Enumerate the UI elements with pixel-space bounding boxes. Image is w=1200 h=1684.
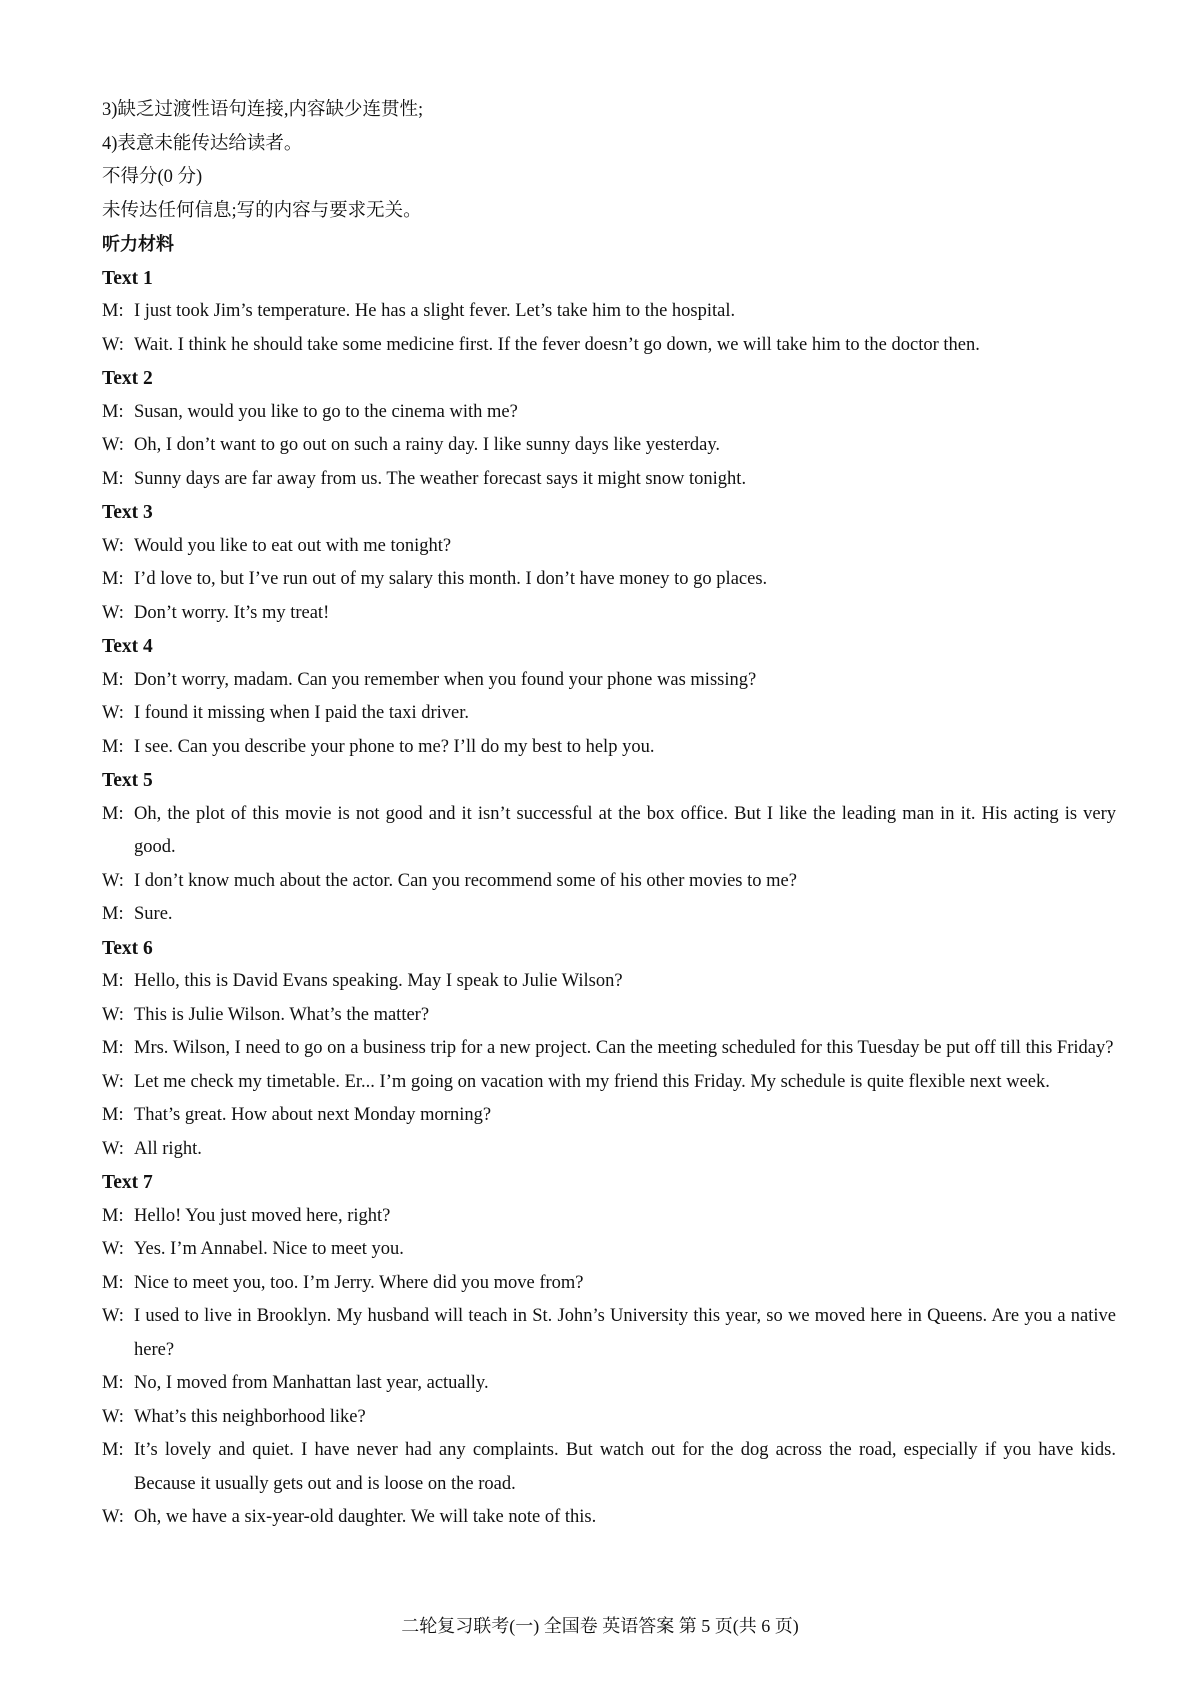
listening-text-block — [102, 496, 1116, 630]
utterance-text: What’s this neighborhood like? — [134, 1406, 366, 1427]
text-title: Text 4 — [102, 636, 153, 657]
dialogue-turn — [102, 463, 1116, 497]
speaker-label: M: — [102, 803, 124, 824]
utterance-text: I used to live in Brooklyn. My husband will teach in St. John’s University this year, so we moved here in Queens. Are you a native here? — [134, 1306, 1116, 1360]
dialogue-turn — [102, 597, 1116, 631]
speaker-label: M: — [102, 971, 124, 991]
page-content — [102, 94, 1116, 1535]
utterance-text: I see. Can you describe your phone to me? I’ll do my best to help you. — [134, 736, 655, 757]
utterance-text: Nice to meet you, too. I’m Jerry. Where did you move from? — [134, 1272, 584, 1293]
listening-text-block — [102, 362, 1116, 496]
page-footer: 二轮复习联考(一) 全国卷 英语答案 第 5 页(共 6 页) — [401, 1616, 799, 1636]
text-title: Text 5 — [102, 770, 153, 791]
text-title: Text 1 — [102, 267, 153, 289]
speaker-label: W: — [102, 1071, 124, 1092]
dialogue-turn — [102, 1032, 1116, 1066]
text-title: Text 2 — [102, 368, 153, 389]
utterance-text: Don’t worry, madam. Can you remember when you found your phone was missing? — [134, 669, 757, 690]
speaker-label: W: — [102, 1507, 124, 1527]
dialogue-turn — [102, 731, 1116, 765]
utterance-text: Oh, the plot of this movie is not good and it isn’t successful at the box office. But I like the leading man in it. His acting is very good. — [134, 803, 1116, 857]
speaker-label: W: — [102, 602, 124, 623]
speaker-label: M: — [102, 904, 124, 924]
utterance-text: I just took Jim’s temperature. He has a slight fever. Let’s take him to the hospital. — [134, 301, 736, 321]
dialogue-turn — [102, 329, 1116, 363]
speaker-label: W: — [102, 703, 124, 723]
speaker-label: M: — [102, 1205, 124, 1226]
utterance-text: Would you like to eat out with me tonight? — [134, 535, 452, 556]
dialogue-turn — [102, 1367, 1116, 1401]
dialogue-turn — [102, 898, 1116, 932]
utterance-text: Sunny days are far away from us. The weather forecast says it might snow tonight. — [134, 468, 747, 489]
dialogue-turn — [102, 1233, 1116, 1267]
dialogue-turn — [102, 1267, 1116, 1301]
dialogue-turn — [102, 697, 1116, 731]
utterance-text: I don’t know much about the actor. Can you recommend some of his other movies to me? — [134, 870, 797, 891]
speaker-label: M: — [102, 736, 124, 757]
speaker-label: M: — [102, 1272, 124, 1293]
speaker-label: M: — [102, 1105, 124, 1125]
speaker-label: M: — [102, 669, 124, 690]
dialogue-turn — [102, 1200, 1116, 1234]
utterance-text: Mrs. Wilson, I need to go on a business trip for a new project. Can the meeting scheduled for this Tuesday be put off till this Friday? — [134, 1038, 1114, 1058]
utterance-text: It’s lovely and quiet. I have never had any complaints. But watch out for the dog across the road, especially if you have kids. Because it usually gets out and is loose on the road. — [134, 1440, 1116, 1494]
speaker-label: W: — [102, 1239, 124, 1259]
dialogue-turn — [102, 1066, 1116, 1100]
utterance-text: I’d love to, but I’ve run out of my salary this month. I don’t have money to go places. — [134, 569, 768, 589]
listening-text-block — [102, 764, 1116, 932]
listening-text-block — [102, 630, 1116, 764]
speaker-label: W: — [102, 870, 124, 891]
dialogue-turn — [102, 295, 1116, 329]
utterance-text: All right. — [134, 1138, 202, 1159]
listening-text-block — [102, 932, 1116, 1167]
text-title: Text 3 — [102, 502, 153, 523]
dialogue-turn — [102, 429, 1116, 463]
speaker-label: M: — [102, 301, 124, 321]
dialogue-turn — [102, 1099, 1116, 1133]
utterance-text: This is Julie Wilson. What’s the matter? — [134, 1004, 430, 1025]
dialogue-turn — [102, 1401, 1116, 1435]
section-heading: 听力材料 — [102, 234, 174, 255]
dialogue-turn — [102, 965, 1116, 999]
dialogue-turn — [102, 530, 1116, 564]
scoring-notes — [102, 94, 1116, 228]
utterance-text: Hello! You just moved here, right? — [134, 1205, 391, 1226]
utterance-text: Wait. I think he should take some medicine first. If the fever doesn’t go down, we will take him to the doctor then. — [134, 334, 980, 355]
text-title: Text 7 — [102, 1172, 153, 1193]
speaker-label: W: — [102, 334, 124, 355]
utterance-text: Hello, this is David Evans speaking. May I speak to Julie Wilson? — [134, 971, 623, 991]
speaker-label: W: — [102, 1306, 124, 1326]
utterance-text: That’s great. How about next Monday morning? — [134, 1105, 492, 1125]
speaker-label: M: — [102, 1440, 124, 1460]
dialogue-turn — [102, 999, 1116, 1033]
dialogue-turn — [102, 798, 1116, 865]
speaker-label: W: — [102, 1138, 124, 1159]
speaker-label: M: — [102, 1038, 124, 1058]
utterance-text: I found it missing when I paid the taxi driver. — [134, 703, 469, 723]
utterance-text: Susan, would you like to go to the cinema with me? — [134, 401, 518, 422]
utterance-text: Oh, I don’t want to go out on such a rainy day. I like sunny days like yesterday. — [134, 435, 721, 455]
utterance-text: Yes. I’m Annabel. Nice to meet you. — [134, 1239, 404, 1259]
utterance-text: Let me check my timetable. Er... I’m going on vacation with my friend this Friday. My schedule is quite flexible next week. — [134, 1071, 1050, 1092]
dialogue-turn — [102, 563, 1116, 597]
dialogue-turn — [102, 1300, 1116, 1367]
listening-text-block — [102, 1166, 1116, 1535]
speaker-label: M: — [102, 569, 124, 589]
scoring-note-line: 未传达任何信息;写的内容与要求无关。 — [102, 200, 422, 221]
speaker-label: M: — [102, 401, 124, 422]
dialogue-turn — [102, 396, 1116, 430]
text-title: Text 6 — [102, 937, 153, 959]
listening-texts — [102, 262, 1116, 1535]
utterance-text: No, I moved from Manhattan last year, actually. — [134, 1373, 489, 1393]
scoring-note-line: 4)表意未能传达给读者。 — [102, 133, 303, 154]
dialogue-turn — [102, 1133, 1116, 1167]
listening-text-block — [102, 262, 1116, 363]
dialogue-turn — [102, 1501, 1116, 1535]
scoring-note-line: 3)缺乏过渡性语句连接,内容缺少连贯性; — [102, 100, 424, 120]
speaker-label: W: — [102, 535, 124, 556]
dialogue-turn — [102, 1434, 1116, 1501]
dialogue-turn — [102, 865, 1116, 899]
speaker-label: M: — [102, 1373, 124, 1393]
speaker-label: M: — [102, 468, 124, 489]
utterance-text: Sure. — [134, 904, 173, 924]
speaker-label: W: — [102, 1406, 124, 1427]
utterance-text: Don’t worry. It’s my treat! — [134, 602, 330, 623]
scoring-note-line: 不得分(0 分) — [102, 167, 203, 187]
dialogue-turn — [102, 664, 1116, 698]
speaker-label: W: — [102, 1004, 124, 1025]
utterance-text: Oh, we have a six-year-old daughter. We will take note of this. — [134, 1507, 597, 1527]
speaker-label: W: — [102, 435, 124, 455]
